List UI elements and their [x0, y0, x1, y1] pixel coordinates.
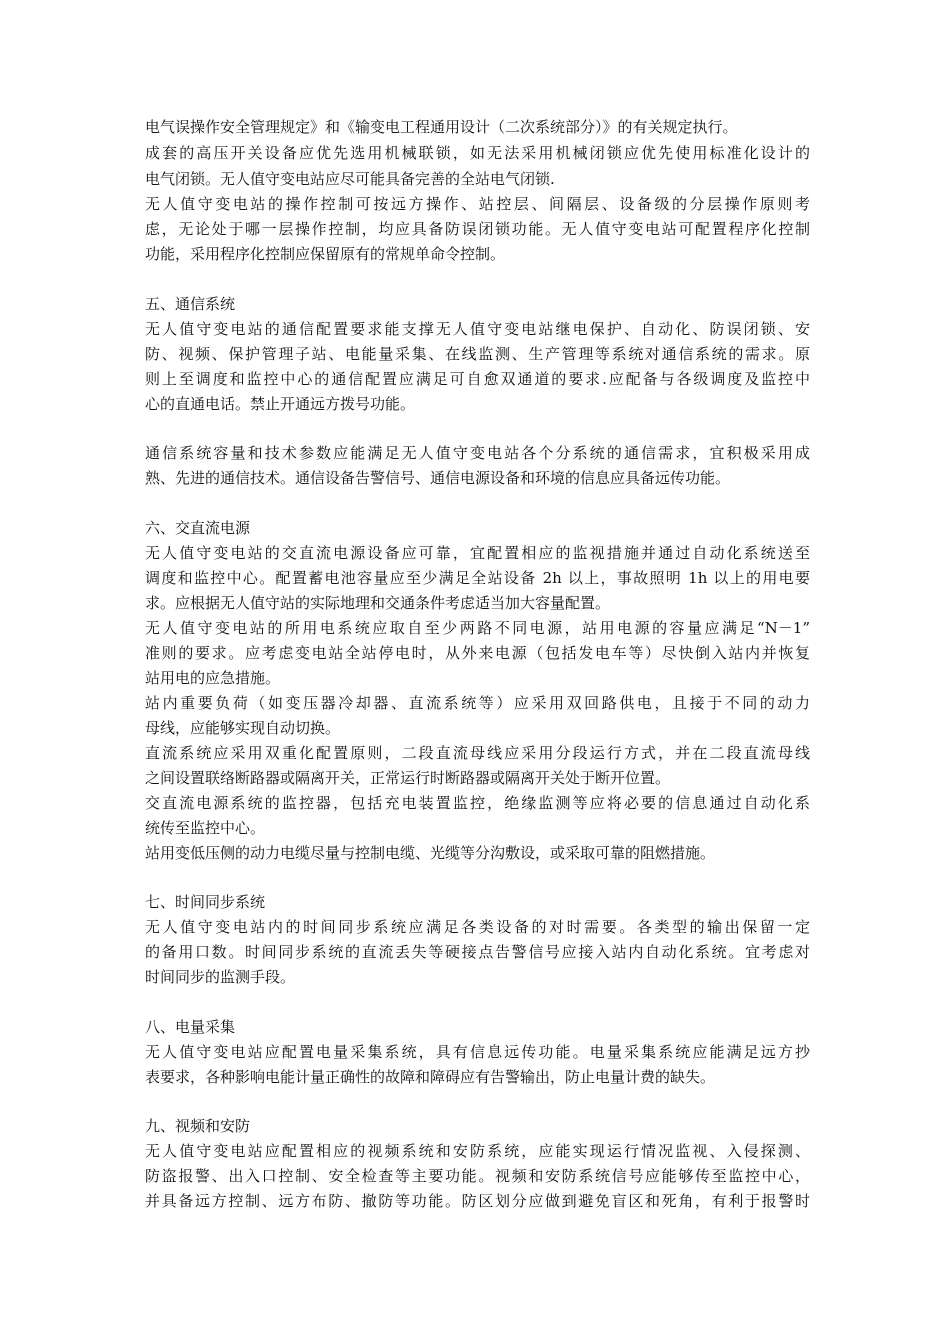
text-line: 无人值守变电站应配置电量采集系统，具有信息远传功能。电量采集系统应能满足远方抄 [145, 1043, 810, 1061]
text-line: 心的直通电话。禁止开通远方拨号功能。 [145, 395, 416, 413]
text-line: 功能，采用程序化控制应保留原有的常规单命令控制。 [145, 245, 506, 263]
section-heading: 九、视频和安防 [145, 1117, 251, 1135]
section-heading: 八、电量采集 [145, 1018, 236, 1036]
text-line: 熟、先进的通信技术。通信设备告警信号、通信电源设备和环境的信息应具备远传功能。 [145, 469, 731, 487]
text-line: 并具备远方控制、远方布防、撤防等功能。防区划分应做到避免盲区和死角，有利于报警时 [145, 1192, 810, 1210]
text-line: 无人值守变电站的交直流电源设备应可靠，宜配置相应的监视措施并通过自动化系统送至 [145, 544, 810, 562]
text-line: 无人值守变电站内的时间同步系统应满足各类设备的对时需要。各类型的输出保留一定 [145, 918, 810, 936]
text-line: 直流系统应采用双重化配置原则，二段直流母线应采用分段运行方式，并在二段直流母线 [145, 744, 810, 762]
text-line: 统传至监控中心。 [145, 819, 266, 837]
section-heading: 五、通信系统 [145, 295, 236, 313]
text-line: 站用电的应急措施。 [145, 669, 281, 687]
text-line: 无人值守变电站的所用电系统应取自至少两路不同电源，站用电源的容量应满足“N－1” [145, 619, 810, 637]
text-line: 电气闭锁。无人值守变电站应尽可能具备完善的全站电气闭锁. [145, 170, 555, 188]
text-line: 通信系统容量和技术参数应能满足无人值守变电站各个分系统的通信需求，宜积极采用成 [145, 444, 810, 462]
section-heading: 七、时间同步系统 [145, 893, 266, 911]
text-line: 防、视频、保护管理子站、电能量采集、在线监测、生产管理等系统对通信系统的需求。原 [145, 345, 810, 363]
text-line: 虑，无论处于哪一层操作控制，均应具备防误闭锁功能。无人值守变电站可配置程序化控制 [145, 220, 810, 238]
text-line: 时间同步的监测手段。 [145, 968, 296, 986]
section-heading: 六、交直流电源 [145, 519, 251, 537]
text-line: 无人值守变电站的通信配置要求能支撑无人值守变电站继电保护、自动化、防误闭锁、安 [145, 320, 810, 338]
text-line: 准则的要求。应考虑变电站全站停电时，从外来电源（包括发电车等）尽快倒入站内并恢复 [145, 644, 810, 662]
text-line: 成套的高压开关设备应优先选用机械联锁，如无法采用机械闭锁应优先使用标准化设计的 [145, 144, 810, 162]
text-line: 之间设置联络断路器或隔离开关，正常运行时断路器或隔离开关处于断开位置。 [145, 769, 671, 787]
text-line: 调度和监控中心。配置蓄电池容量应至少满足全站设备 2h 以上，事故照明 1h 以上的用电要 [145, 569, 810, 587]
text-line: 无人值守变电站应配置相应的视频系统和安防系统，应能实现运行情况监视、入侵探测、 [145, 1142, 810, 1160]
text-line: 求。应根据无人值守站的实际地理和交通条件考虑适当加大容量配置。 [145, 594, 611, 612]
text-line: 母线，应能够实现自动切换。 [145, 719, 341, 737]
text-line: 表要求，各种影响电能计量正确性的故障和障碍应有告警输出，防止电量计费的缺失。 [145, 1068, 716, 1086]
text-line: 站用变低压侧的动力电缆尽量与控制电缆、光缆等分沟敷设，或采取可靠的阻燃措施。 [145, 844, 716, 862]
text-line: 交直流电源系统的监控器，包括充电装置监控，绝缘监测等应将必要的信息通过自动化系 [145, 794, 810, 812]
text-line: 站内重要负荷（如变压器冷却器、直流系统等）应采用双回路供电，且接于不同的动力 [145, 694, 810, 712]
text-line: 则上至调度和监控中心的通信配置应满足可自愈双通道的要求.应配备与各级调度及监控中 [145, 370, 810, 388]
text-line: 电气误操作安全管理规定》和《输变电工程通用设计（二次系统部分）》的有关规定执行。 [145, 118, 738, 136]
text-line: 无人值守变电站的操作控制可按远方操作、站控层、间隔层、设备级的分层操作原则考 [145, 195, 810, 213]
text-line: 的备用口数。时间同步系统的直流丢失等硬接点告警信号应接入站内自动化系统。宜考虑对 [145, 943, 810, 961]
text-line: 防盗报警、出入口控制、安全检查等主要功能。视频和安防系统信号应能够传至监控中心， [145, 1167, 810, 1185]
